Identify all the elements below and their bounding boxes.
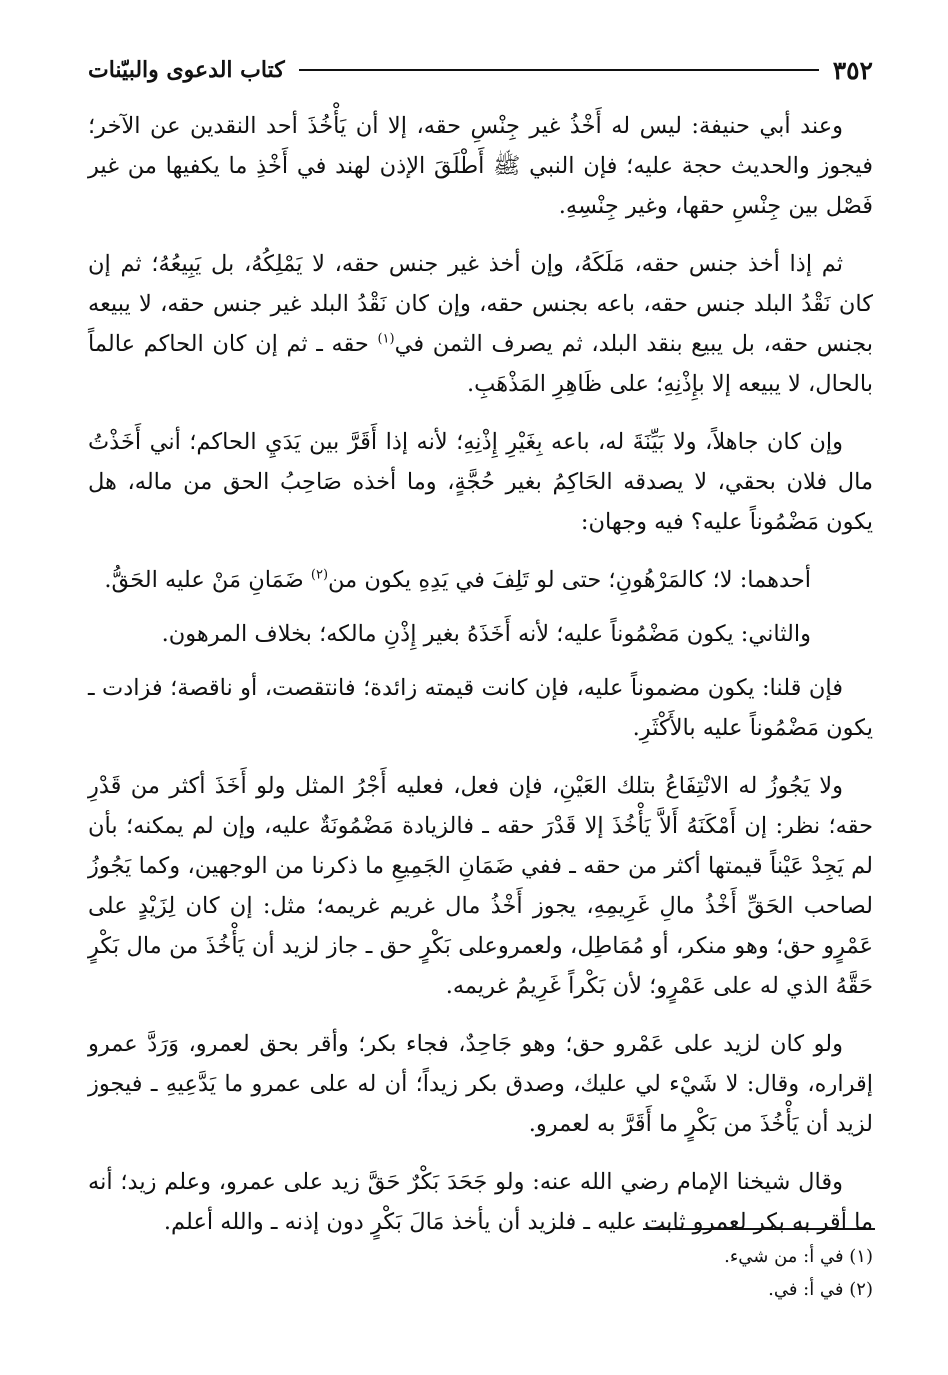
paragraph-text: أحدهما: لا؛ كالمَرْهُونِ؛ حتى لو تَلِفَ في يَدِهِ يكون من — [328, 567, 811, 593]
paragraph-text: حقه ـ ثم إن كان الحاكم عالماً بالحال، لا يبيعه إلا بإِذْنِهِ؛ على ظَاهِرِ المَذْهَبِ. — [88, 331, 873, 397]
paragraph-text: ثم إذا أخذ جنس حقه، مَلَكَهُ، وإن أخذ غير جنس حقه، لا يَمْلِكُهُ، بل يَبِيعُهُ؛ ثم إن كان نَقْدُ البلد جنس حقه، باعه بجنس حقه، وإن كان نَقْدُ البلد غير جنس حقه، لا يبيعه بجنس حقه، بل يبيع بنقد البلد، ثم يصرف الثمن في — [88, 251, 873, 357]
paragraph: ولا يَجُوزُ له الانْتِفَاعُ بتلك العَيْنِ، فإن فعل، فعليه أَجْرُ المثل ولو أَخَذَ أكثر من قَدْرِ حقه؛ نظر: إن أَمْكَنَهُ أَلاَّ يَأْخُذَ إلا قَدْرَ حقه ـ فالزيادة مَضْمُونَةٌ عليه، وإن لم يمكنه؛ بأن لم يَجِدْ عَيْناً قيمتها أكثر من حقه ـ ففي ضَمَانِ الجَمِيعِ ما ذكرنا من الوجهين، وكما يَجُوزُ لصاحب الحَقِّ أَخْذُ مالِ غَرِيمِهِ، يجوز أَخْذُ مال غريم غريمه؛ مثل: إن كان لِزَيْدٍ على عَمْرٍو حق؛ وهو منكر، أو مُمَاطِل، ولعمروعلى بَكْرٍ حق ـ جاز لزيد أن يَأْخُذَ من مال بَكْرٍ حَقَّهُ الذي له على عَمْرٍو؛ لأن بَكْراً غَرِيمُ غريمه. — [88, 773, 873, 999]
header-rule — [299, 69, 819, 71]
footnote: (٢) في أ: في. — [768, 1279, 873, 1300]
paragraph: وإن كان جاهلاً، ولا بَيِّنَةَ له، باعه بِغَيْرِ إِذْنِهِ؛ لأنه إذا أَقَرَّ بين يَدَيِ الحاكم؛ أني أَخَذْتُ مال فلان بحقي، لا يصدقه الحَاكِمُ بغير حُجَّةٍ، وما أخذه صَاحِبُ الحق من ماله، هل يكون مَضْمُوناً عليه؟ فيه وجهان: — [88, 429, 873, 535]
paragraph: وعند أبي حنيفة: ليس له أَخْذُ غير جِنْسِ حقه، إلا أن يَأْخُذَ أحد النقدين عن الآخر؛ فيجوز والحديث حجة عليه؛ فإن النبي ﷺ أَطْلَقَ الإذن لهند في أَخْذِ ما يكفيها من غير فَصْل بين جِنْسِ حقها، وغير جِنْسِهِ. — [88, 113, 873, 219]
page-number: ٣٥٢ — [832, 55, 873, 85]
paragraph — [88, 244, 873, 404]
footnote-separator — [643, 1228, 875, 1230]
paragraph: وقال شيخنا الإمام رضي الله عنه: ولو جَحَدَ بَكْرٌ حَقَّ زيد على عمرو، وعلم زيد؛ أنه ما أقر به بكر لعمرو ثابت عليه ـ فلزيد أن يأخذ مَالَ بَكْرٍ دون إذنه ـ والله أعلم. — [88, 1169, 873, 1235]
paragraph: ولو كان لزيد على عَمْرو حق؛ وهو جَاحِدٌ، فجاء بكر؛ وأقر بحق لعمرو، وَرَدَّ عمرو إقراره، وقال: لا شَيْء لي عليك، وصدق بكر زيداً؛ أن له على عمرو ما يَدَّعِيهِ ـ فيجوز لزيد أن يَأْخُذَ من بَكْرٍ ما أَقَرَّ به لعمرو. — [88, 1031, 873, 1137]
paragraph-text: ضَمَانِ مَنْ عليه الحَقُّ. — [104, 567, 304, 593]
footnotes — [88, 1240, 873, 1306]
main-text — [88, 106, 873, 1260]
paragraph: فإن قلنا: يكون مضموناً عليه، فإن كانت قيمته زائدة؛ فانتقصت، أو ناقصة؛ فزادت ـ يكون مَضْمُوناً عليه بالأَكْثَرِ. — [88, 675, 873, 741]
footnote-ref: (٢) — [310, 567, 329, 583]
footnote-ref: (١) — [377, 331, 395, 347]
footnote: (١) في أ: من شيء. — [724, 1246, 873, 1267]
running-title: كتاب الدعوى والبيّنات — [88, 57, 285, 83]
option-paragraph — [88, 560, 873, 600]
option-paragraph: والثاني: يكون مَضْمُوناً عليه؛ لأنه أَخَذَهُ بغير إِذْنِ مالكه؛ بخلاف المرهون. — [161, 621, 811, 647]
page-header — [88, 50, 873, 90]
